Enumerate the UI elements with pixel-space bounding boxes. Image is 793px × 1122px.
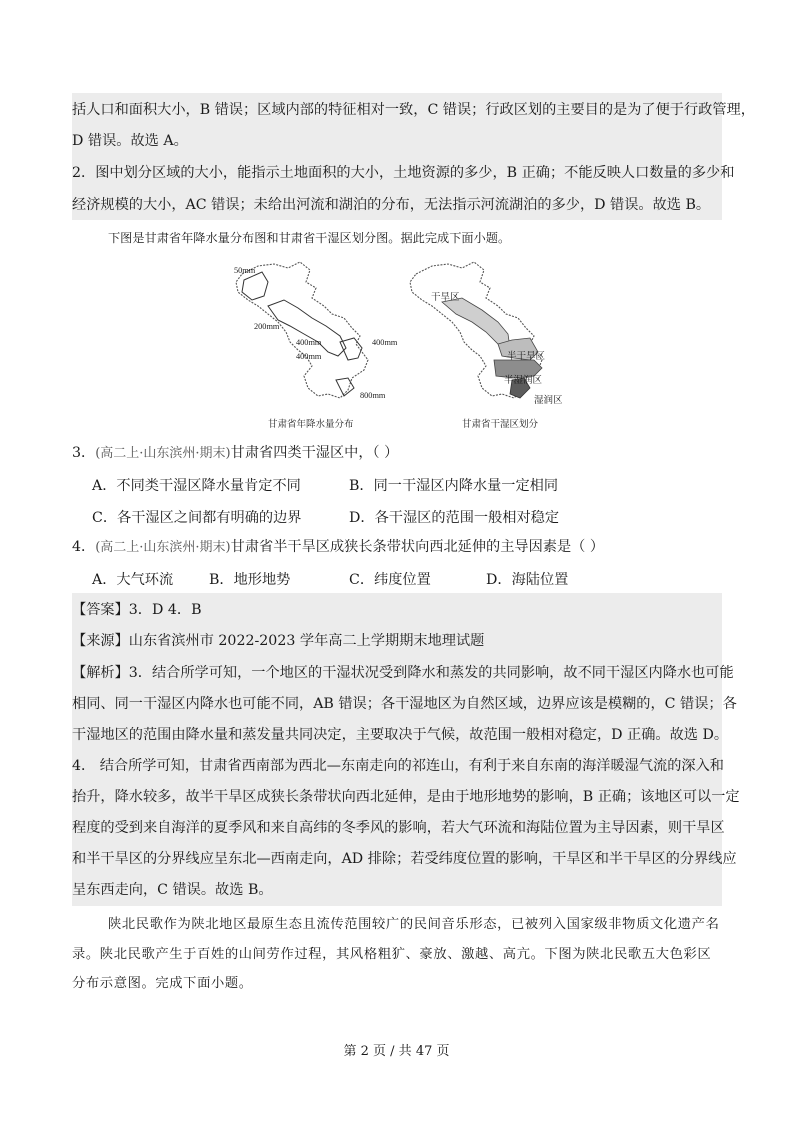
- map-label-400mm-c: 400mm: [372, 338, 398, 347]
- zone-label-semi-humid: 半湿润区: [504, 375, 543, 386]
- explanation-line-3: 2．图中划分区域的大小，能指示土地面积的大小，土地资源的多少，B 正确；不能反映人口数量的多少和: [72, 165, 735, 181]
- source-line: 【来源】山东省滨州市 2022-2023 学年高二上学期期末地理试题: [72, 633, 485, 649]
- question-3-option-c: C．各干湿区之间都有明确的边界: [92, 510, 302, 526]
- question-4-number: 4．: [72, 539, 96, 555]
- analysis-line-2: 相同、同一干湿区内降水也可能不同，AB 错误；各干湿地区为自然区域，边界应该是模糊的，C 错误；各: [72, 696, 737, 712]
- question-4-text: 甘肃省半干旱区成狭长条带状向西北延伸的主导因素是（ ）: [230, 539, 605, 555]
- next-intro-line-2: 录。陕北民歌产生于百姓的山间劳作过程，其风格粗犷、豪放、激越、高亢。下图为陕北民歌五大色彩区: [72, 947, 712, 962]
- map-label-800mm: 800mm: [360, 391, 386, 400]
- question-4-option-c: C．纬度位置: [349, 572, 431, 588]
- analysis-line-3: 干湿地区的范围由降水量和蒸发量共同决定，主要取决于气候，故范围一般相对稳定，D 正确。故选 D。: [72, 727, 729, 743]
- answer-line: 【答案】3．D 4．B: [72, 602, 202, 618]
- map-left-caption: 甘肃省年降水量分布: [268, 419, 354, 430]
- map-label-200mm: 200mm: [254, 322, 280, 331]
- zone-label-arid: 干旱区: [431, 292, 460, 303]
- analysis-line-8: 呈东西走向，C 错误。故选 B。: [72, 882, 273, 898]
- question-4-option-d: D．海陆位置: [486, 572, 569, 588]
- precipitation-map: [228, 256, 408, 406]
- analysis-line-6: 程度的受到来自海洋的夏季风和来自高纬的冬季风的影响，若大气环流和海陆位置为主导因素，则干旱区: [72, 820, 725, 836]
- map-label-50mm: 50mm: [234, 266, 256, 275]
- analysis-line-1: 【解析】3．结合所学可知，一个地区的干湿状况受到降水和蒸发的共同影响，故不同干湿区内降水也可能: [72, 665, 734, 681]
- question-4-option-b: B．地形地势: [209, 572, 291, 588]
- question-3-number: 3．: [72, 445, 96, 461]
- page-footer: 第 2 页 / 共 47 页: [343, 1044, 450, 1059]
- zone-label-humid: 湿润区: [534, 395, 563, 406]
- question-4-source-tag: (高二上·山东滨州·期末): [95, 540, 231, 555]
- explanation-line-2: D 错误。故选 A。: [72, 133, 188, 149]
- question-3-option-a: A．不同类干湿区降水量肯定不同: [92, 478, 301, 494]
- analysis-line-5: 抬升，降水较多，故半干旱区成狭长条带状向西北延伸，是由于地形地势的影响，B 正确；该地区可以一定: [72, 789, 740, 805]
- map-label-400mm-b: 400mm: [296, 352, 322, 361]
- analysis-line-4: 4． 结合所学可知，甘肃省西南部为西北—东南走向的祁连山，有利于来自东南的海洋暖湿气流的深入和: [72, 758, 724, 774]
- question-4-stem: [72, 537, 604, 558]
- zone-label-semi-arid: 半干旱区: [507, 351, 546, 362]
- question-3-option-d: D．各干湿区的范围一般相对稳定: [349, 510, 560, 526]
- question-3-option-b: B．同一干湿区内降水量一定相同: [349, 478, 559, 494]
- question-3-text: 甘肃省四类干湿区中，（ ）: [230, 445, 399, 461]
- analysis-line-7: 和半干旱区的分界线应呈东北—西南走向，AD 排除；若受纬度位置的影响，干旱区和半干旱区的分界线应: [72, 851, 737, 867]
- next-intro-line-3: 分布示意图。完成下面小题。: [72, 976, 253, 991]
- question-4-option-a: A．大气环流: [92, 572, 174, 588]
- map-right-caption: 甘肃省干湿区划分: [462, 419, 539, 430]
- question-3-stem: [72, 443, 398, 464]
- question-3-source-tag: (高二上·山东滨州·期末): [95, 446, 231, 461]
- map-label-400mm-a: 400mm: [296, 338, 322, 347]
- next-intro-line-1: 陕北民歌作为陕北地区最原生态且流传范围较广的民间音乐形态，已被列入国家级非物质文化遗产名: [108, 917, 720, 932]
- explanation-line-1: 括人口和面积大小，B 错误；区域内部的特征相对一致，C 错误；行政区划的主要目的是为了便于行政管理，: [72, 102, 755, 118]
- map-intro-text: 下图是甘肃省年降水量分布图和甘肃省干湿区划分图。据此完成下面小题。: [108, 231, 511, 245]
- explanation-line-4: 经济规模的大小，AC 错误；未给出河流和湖泊的分布，无法指示河流湖泊的多少，D 错误。故选 B。: [72, 197, 711, 213]
- dry-wet-zone-map: [402, 256, 582, 406]
